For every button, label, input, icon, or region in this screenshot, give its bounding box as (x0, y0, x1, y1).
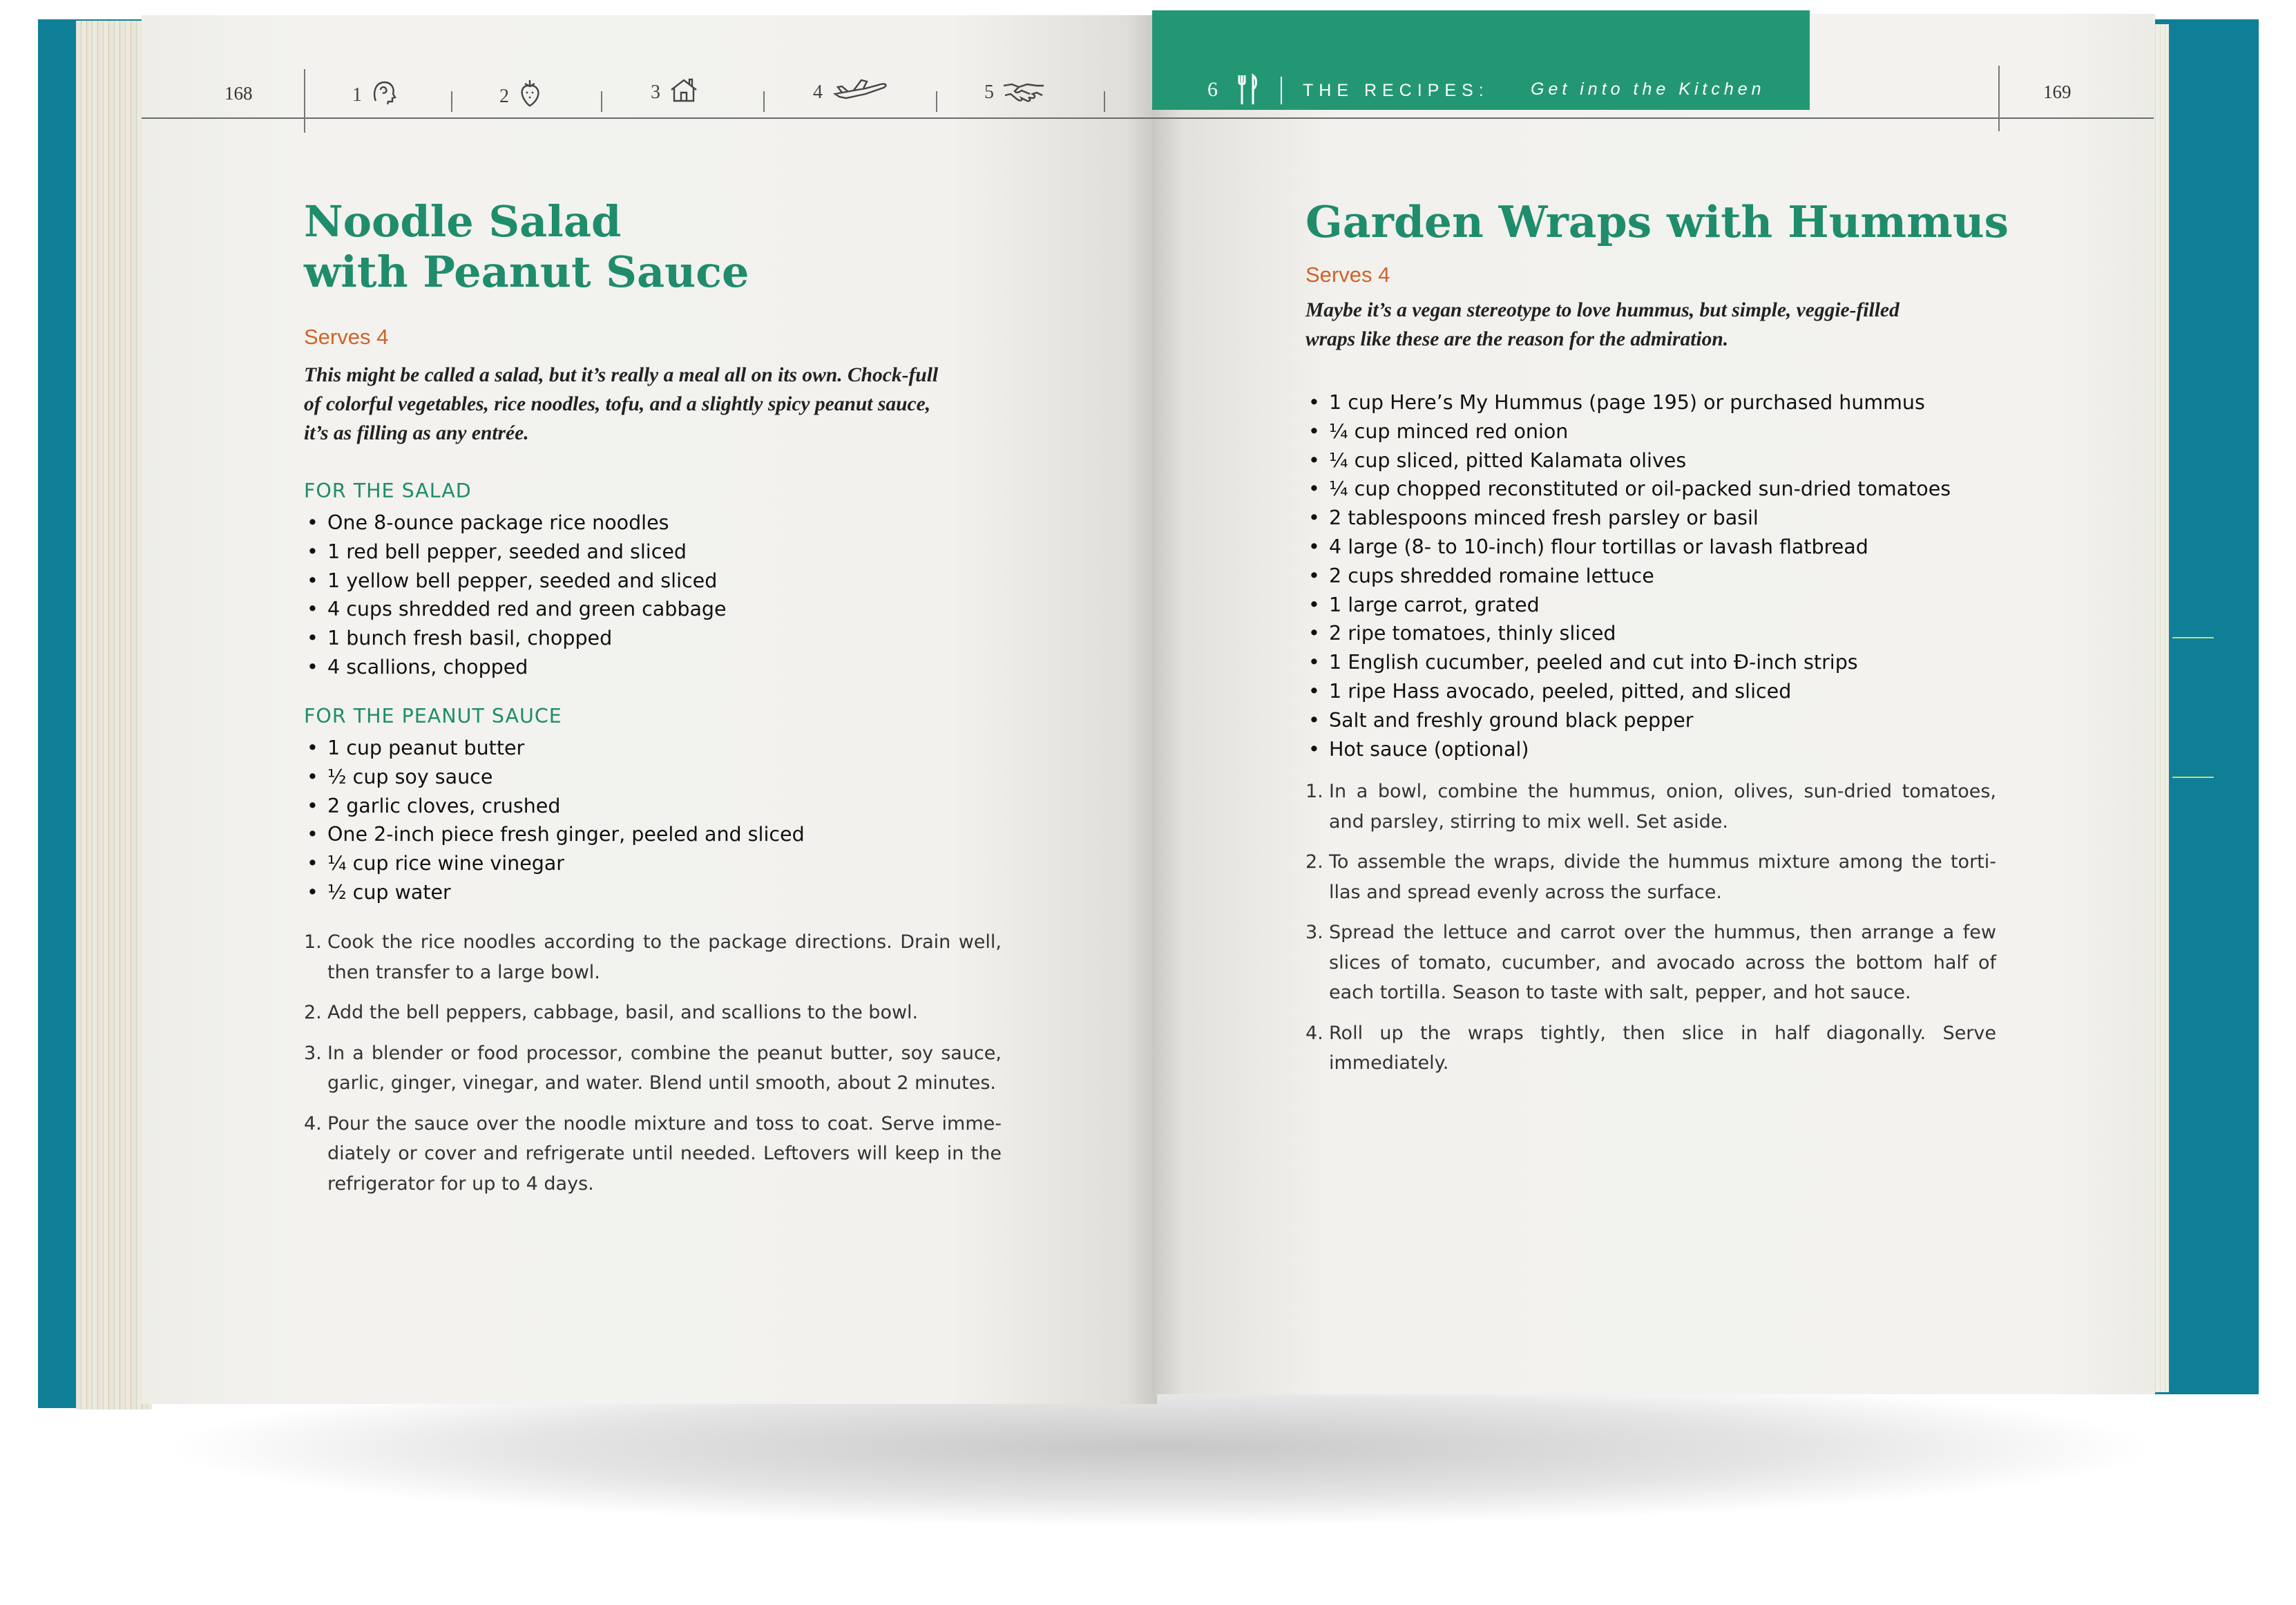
serves-label: Serves 4 (1305, 263, 1390, 287)
header-divider (1104, 91, 1105, 112)
ingredient-item: • Hot sauce (optional) (1305, 735, 1951, 764)
ingredient-item: • One 2-inch piece fresh ginger, peeled and sliced (304, 820, 805, 849)
step-item: 1. Cook the rice noodles according to the package directions. Drain well, then transfer to a large bowl. (304, 931, 1002, 983)
handshake-icon (1002, 79, 1045, 104)
recipe-intro: This might be called a salad, but it’s really a meal all on its own. Chock-full of colorful vegetables, rice noodles, tofu, and a slightly spicy peanut sauce, it’s as filling as any entrée. (304, 364, 939, 444)
ingredient-item: • 1 English cucumber, peeled and cut into Ð-inch strips (1305, 648, 1951, 677)
header-divider (936, 91, 937, 112)
instruction-steps (1305, 777, 1996, 1089)
ingredient-item: • One 8-ounce package rice noodles (304, 509, 727, 538)
step-item: 4. Roll up the wraps tightly, then slice in half diagonally. Serve immediately. (1305, 1022, 1996, 1074)
ingredient-list (1305, 388, 1951, 763)
ingredient-item: • ½ cup water (304, 878, 805, 907)
header-divider (451, 91, 452, 112)
ingredient-item: • 2 tablespoons minced fresh parsley or basil (1305, 504, 1951, 533)
ingredient-item: • 1 large carrot, grated (1305, 591, 1951, 620)
header-rule (142, 117, 1154, 119)
airplane-icon (832, 76, 889, 104)
active-chapter-tab[interactable] (1152, 10, 1810, 110)
header-divider (763, 91, 765, 112)
ingredient-item: • 1 yellow bell pepper, seeded and sliced (304, 567, 727, 596)
ingredient-list-salad (304, 509, 727, 682)
chapter-tab-5[interactable]: 5 (984, 79, 1045, 104)
chapter-tab-2[interactable]: 2 (499, 77, 542, 108)
strawberry-icon (517, 77, 542, 108)
section-heading-salad: FOR THE SALAD (304, 479, 472, 502)
chapter-tab-3[interactable]: 3 (651, 76, 699, 104)
right-recipe (1305, 197, 2009, 354)
ingredient-item: • 1 bunch fresh basil, chopped (304, 624, 727, 653)
ingredient-item: • ¼ cup sliced, pitted Kalamata olives (1305, 446, 1951, 475)
page-edges-left (76, 21, 152, 1409)
ingredient-item: • 2 cups shredded romaine lettuce (1305, 562, 1951, 591)
page-number: 168 (224, 83, 253, 104)
ingredient-item: • 1 cup Here’s My Hummus (page 195) or purchased hummus (1305, 388, 1951, 417)
step-item: 3. In a blender or food processor, combine the peanut butter, soy sauce, garlic, ginger, vinegar, and water. Blend until smooth, about 2 minutes. (304, 1042, 1002, 1094)
ingredient-item: • 4 cups shredded red and green cabbage (304, 595, 727, 624)
fork-knife-icon (1235, 73, 1260, 107)
page-edge-marker (2172, 637, 2214, 638)
ingredient-item: • 4 large (8- to 10-inch) flour tortillas or lavash flatbread (1305, 533, 1951, 562)
ingredient-item: • ¼ cup chopped reconstituted or oil-packed sun-dried tomatoes (1305, 475, 1951, 504)
left-page (142, 15, 1157, 1404)
header-divider (304, 69, 305, 133)
ingredient-item: • Salt and freshly ground black pepper (1305, 706, 1951, 735)
header-divider (1998, 66, 2000, 131)
ingredient-item: • 1 cup peanut butter (304, 734, 805, 763)
ingredient-list-sauce (304, 734, 805, 907)
chapter-subtitle: Get into the Kitchen (1531, 79, 1766, 99)
step-item: 1. In a bowl, combine the hummus, onion, olives, sun-dried tomatoes, and parsley, stirring to mix well. Set aside. (1305, 781, 1996, 833)
recipe-intro: Maybe it’s a vegan stereotype to love hummus, but simple, veggie-filled wraps like these are the reason for the admiration. (1305, 299, 1900, 350)
chapter-number: 6 (1207, 78, 1218, 101)
header-divider (601, 91, 602, 112)
tab-divider (1281, 77, 1282, 104)
chapter-tab-4[interactable]: 4 (813, 76, 889, 104)
ingredient-item: • ¼ cup minced red onion (1305, 417, 1951, 446)
recipe-title: Noodle Salad with Peanut Sauce (304, 196, 749, 297)
ingredient-item: • 2 ripe tomatoes, thinly sliced (1305, 619, 1951, 648)
ingredient-item: • 2 garlic cloves, crushed (304, 792, 805, 821)
step-item: 2. To assemble the wraps, divide the hummus mixture among the torti-llas and spread evenly across the surface. (1305, 851, 1996, 903)
section-heading-sauce: FOR THE PEANUT SAUCE (304, 705, 562, 728)
chapter-label: THE RECIPES: (1303, 81, 1489, 100)
ingredient-item: • ½ cup soy sauce (304, 763, 805, 792)
chapter-tab-1[interactable]: 1 (352, 77, 398, 106)
step-item: 3. Spread the lettuce and carrot over the hummus, then arrange a few slices of tomato, cucumber, and avocado across the bottom half of each tortilla. Season to taste with salt, pepper, and hot sauce. (1305, 922, 1996, 1003)
page-edge-marker (2172, 777, 2214, 778)
header-rule (1152, 117, 2154, 119)
page-number: 169 (2043, 82, 2072, 102)
instruction-steps (304, 927, 1002, 1209)
serves-label: Serves 4 (304, 325, 389, 349)
house-icon (669, 76, 699, 104)
recipe-title: Garden Wraps with Hummus (1305, 196, 2009, 247)
ingredient-item: • ¼ cup rice wine vinegar (304, 849, 805, 878)
step-item: 2. Add the bell peppers, cabbage, basil, and scallions to the bowl. (304, 1002, 919, 1023)
ingredient-item: • 4 scallions, chopped (304, 653, 727, 682)
head-icon (370, 77, 398, 106)
step-item: 4. Pour the sauce over the noodle mixture and toss to coat. Serve imme-diately or cover and refrigerate until needed. Leftovers will keep in the refrigerator for up to 4 days. (304, 1112, 1002, 1195)
ingredient-item: • 1 red bell pepper, seeded and sliced (304, 538, 727, 567)
ingredient-item: • 1 ripe Hass avocado, peeled, pitted, and sliced (1305, 677, 1951, 706)
